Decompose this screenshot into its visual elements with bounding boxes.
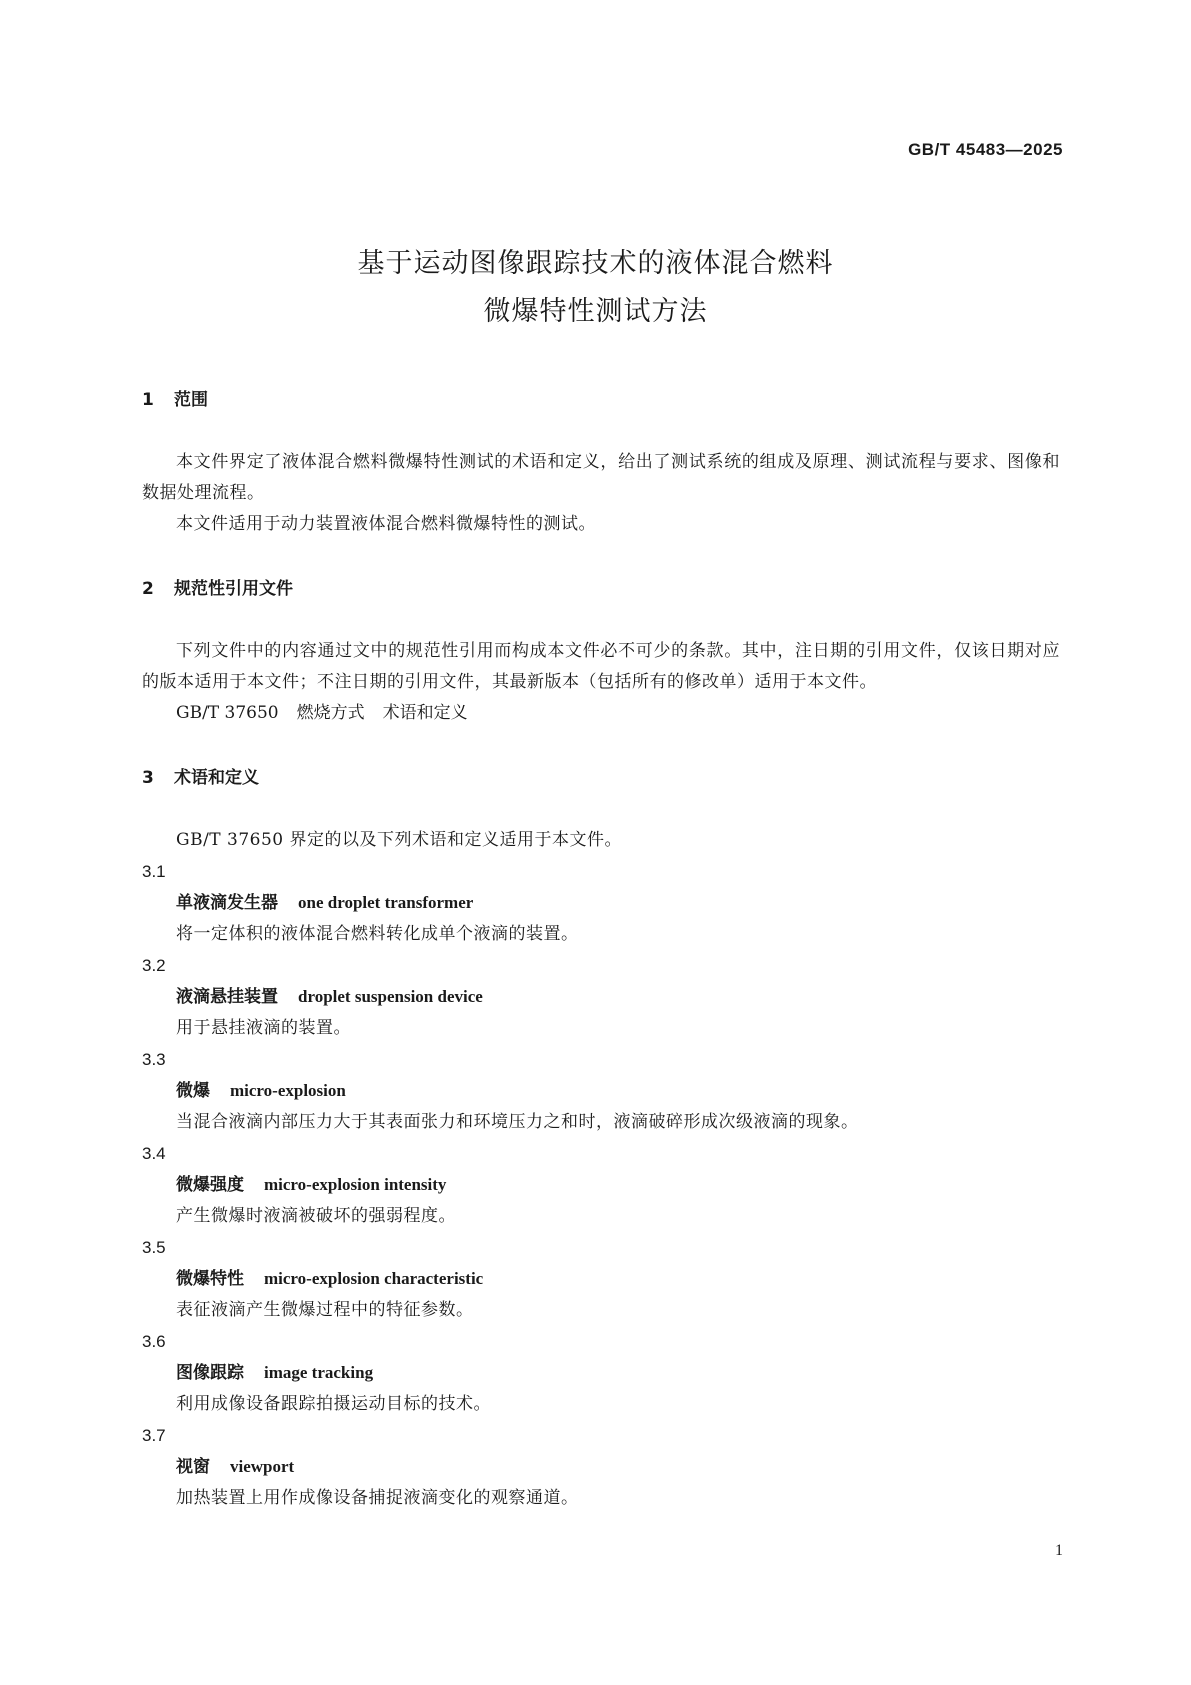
section-title: 规范性引用文件 <box>174 579 293 599</box>
term-definition: 将一定体积的液体混合燃料转化成单个液滴的装置。 <box>176 924 579 944</box>
term-definition: 用于悬挂液滴的装置。 <box>176 1018 351 1038</box>
title-line-2: 微爆特性测试方法 <box>483 296 708 327</box>
term-en: micro-explosion <box>230 1081 346 1100</box>
term-entry <box>142 1420 1060 1514</box>
term-title <box>142 887 1060 919</box>
term-entry <box>142 856 1060 950</box>
term-entry <box>142 1138 1060 1232</box>
paragraph: 下列文件中的内容通过文中的规范性引用而构成本文件必不可少的条款。其中，注日期的引用文件，仅该日期对应的版本适用于本文件；不注日期的引用文件，其最新版本（包括所有的修改单）适用于本文件。 <box>142 641 1060 692</box>
term-en: one droplet transformer <box>298 893 474 912</box>
term-zh: 单液滴发生器 <box>176 893 278 913</box>
term-number: 3.4 <box>142 1144 166 1163</box>
paragraph: 本文件界定了液体混合燃料微爆特性测试的术语和定义，给出了测试系统的组成及原理、测试流程与要求、图像和数据处理流程。 <box>142 452 1060 503</box>
section-2-heading <box>142 574 1060 604</box>
term-zh: 液滴悬挂装置 <box>176 987 278 1007</box>
term-entry <box>142 1326 1060 1420</box>
document-body <box>142 385 1060 1514</box>
term-number: 3.2 <box>142 956 166 975</box>
term-title <box>142 981 1060 1013</box>
standard-code: GB/T 45483—2025 <box>908 140 1063 159</box>
title-line-1: 基于运动图像跟踪技术的液体混合燃料 <box>357 248 834 279</box>
term-en: micro-explosion intensity <box>264 1175 447 1194</box>
term-number: 3.1 <box>142 862 166 881</box>
document-title <box>0 240 1191 336</box>
term-entry <box>142 1044 1060 1138</box>
reference-code: GB/T 37650 <box>176 703 279 723</box>
term-en: micro-explosion characteristic <box>264 1269 484 1288</box>
term-entry <box>142 950 1060 1044</box>
section-number: 3 <box>142 768 154 788</box>
term-zh: 视窗 <box>176 1457 210 1477</box>
term-number: 3.6 <box>142 1332 166 1351</box>
term-number: 3.3 <box>142 1050 166 1069</box>
term-en: image tracking <box>264 1363 374 1382</box>
page-number: 1 <box>1055 1542 1063 1559</box>
section-title: 术语和定义 <box>174 768 259 788</box>
term-en: droplet suspension device <box>298 987 483 1006</box>
term-entry <box>142 1232 1060 1326</box>
term-definition: 加热装置上用作成像设备捕捉液滴变化的观察通道。 <box>176 1488 579 1508</box>
term-definition: 产生微爆时液滴被破坏的强弱程度。 <box>176 1206 456 1226</box>
term-zh: 图像跟踪 <box>176 1363 244 1383</box>
term-title <box>142 1169 1060 1201</box>
term-definition: 当混合液滴内部压力大于其表面张力和环境压力之和时，液滴破碎形成次级液滴的现象。 <box>176 1112 859 1132</box>
term-definition: 表征液滴产生微爆过程中的特征参数。 <box>176 1300 474 1320</box>
section-1-heading <box>142 385 1060 415</box>
term-title <box>142 1357 1060 1389</box>
section-number: 2 <box>142 579 154 599</box>
paragraph: GB/T 37650 界定的以及下列术语和定义适用于本文件。 <box>176 830 623 850</box>
term-title <box>142 1075 1060 1107</box>
term-zh: 微爆强度 <box>176 1175 244 1195</box>
term-title <box>142 1451 1060 1483</box>
section-3-heading <box>142 763 1060 793</box>
term-title <box>142 1263 1060 1295</box>
term-zh: 微爆 <box>176 1081 210 1101</box>
paragraph: 本文件适用于动力装置液体混合燃料微爆特性的测试。 <box>176 514 596 534</box>
reference-title-part: 燃烧方式 <box>296 703 365 723</box>
term-number: 3.5 <box>142 1238 166 1257</box>
term-en: viewport <box>230 1457 295 1476</box>
section-number: 1 <box>142 390 154 410</box>
term-number: 3.7 <box>142 1426 166 1445</box>
term-zh: 微爆特性 <box>176 1269 244 1289</box>
section-title: 范围 <box>174 390 208 410</box>
reference-title-part: 术语和定义 <box>382 703 468 723</box>
term-definition: 利用成像设备跟踪拍摄运动目标的技术。 <box>176 1394 491 1414</box>
reference-item <box>142 698 1060 729</box>
